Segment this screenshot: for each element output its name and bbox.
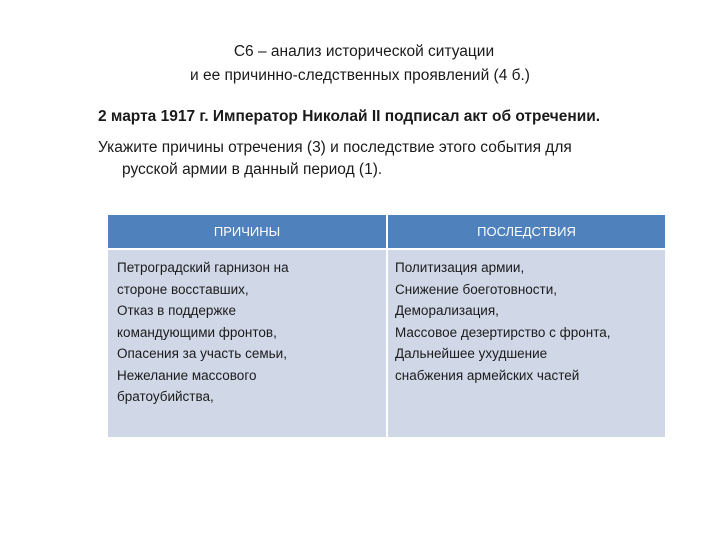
title-line-2: и ее причинно-следственных проявлений (4 б.) [190, 67, 530, 84]
task-question [98, 137, 698, 181]
consequence-line: Снижение боеготовности, [395, 281, 558, 297]
slide-title [0, 40, 720, 88]
consequence-line: Дальнейшее ухудшение [395, 346, 548, 361]
consequence-line: Деморализация, [395, 303, 499, 318]
causes-cell [108, 250, 386, 437]
consequence-line: Массовое дезертирство с фронта, [395, 324, 611, 340]
cause-line: Нежелание массового [117, 367, 257, 383]
title-line-1: С6 – анализ исторической ситуации [233, 43, 495, 60]
causes-consequences-table [108, 215, 665, 437]
cause-line: Отказ в поддержке [117, 303, 236, 318]
cause-line: командующими фронтов, [117, 324, 277, 340]
consequence-line: Политизация армии, [395, 260, 525, 275]
question-line-1: Укажите причины отречения (3) и последствие этого события для [98, 139, 572, 156]
cause-line: Опасения за участь семьи, [117, 346, 287, 361]
consequence-line: снабжения армейских частей [395, 367, 580, 383]
cause-line: стороне восставших, [117, 281, 249, 297]
question-line-2: русской армии в данный период (1). [122, 161, 383, 178]
consequences-cell [388, 250, 665, 437]
historical-statement: 2 марта 1917 г. Император Николай II подписал акт об отречении. [98, 108, 601, 125]
cause-line: братоубийства, [117, 389, 214, 404]
cause-line: Петроградский гарнизон на [117, 260, 289, 275]
header-causes: ПРИЧИНЫ [108, 215, 386, 248]
header-consequences: ПОСЛЕДСТВИЯ [388, 215, 665, 248]
